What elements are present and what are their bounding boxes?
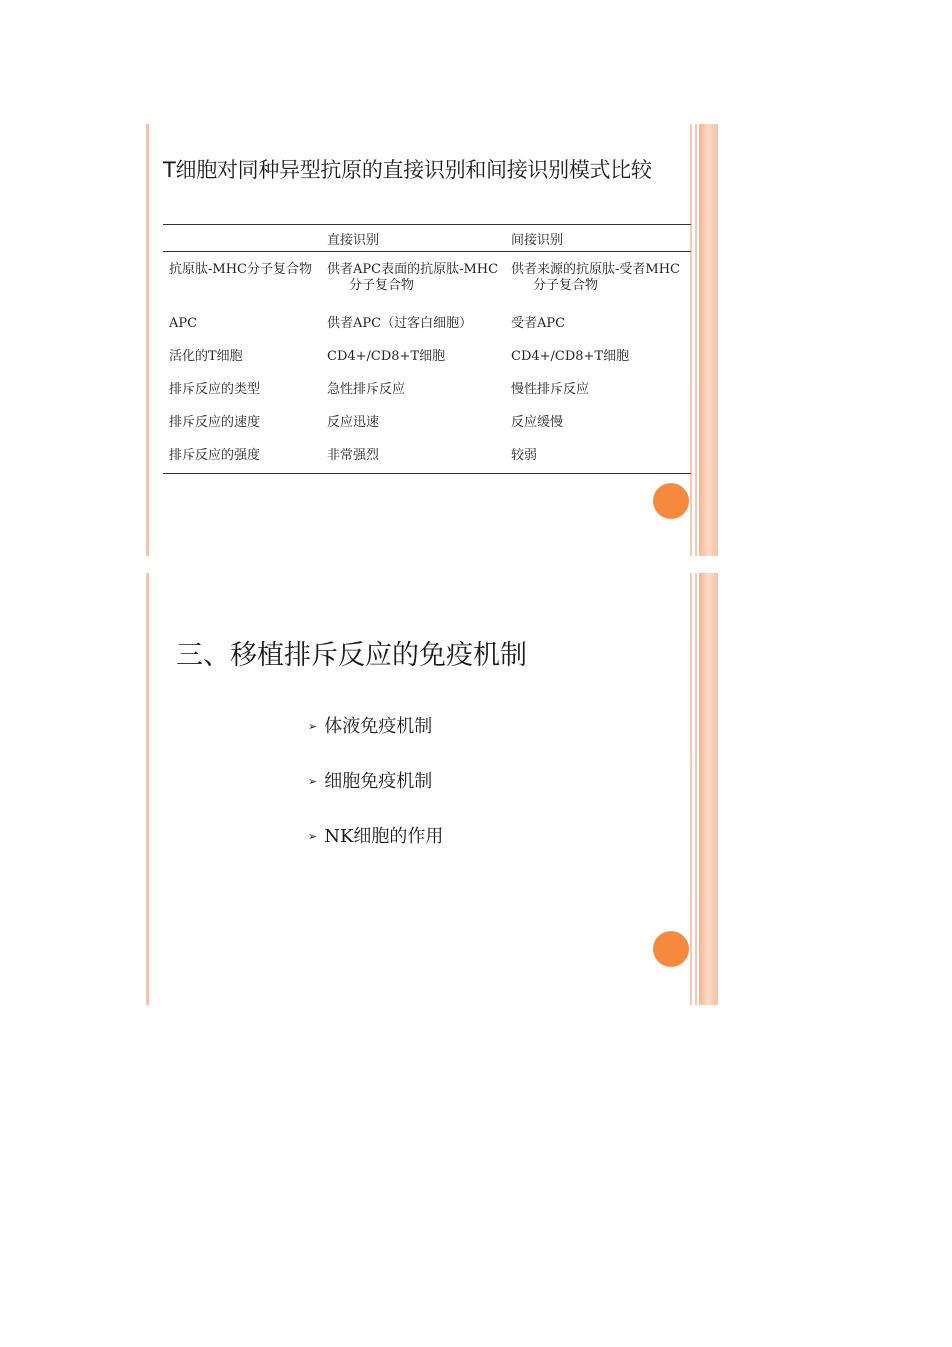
slide-2 (146, 573, 718, 1005)
accent-dot (653, 931, 689, 967)
slide-right-stripe (695, 573, 697, 1005)
table-cell: 反应迅速 (327, 415, 380, 430)
table-cell: 反应缓慢 (511, 415, 564, 430)
slide-2-title: 三、移植排斥反应的免疫机制 (176, 640, 527, 671)
table-cell: 急性排斥反应 (327, 382, 406, 397)
slide-1-title: T细胞对同种异型抗原的直接识别和间接识别模式比较 (163, 158, 652, 182)
table-cell: 排斥反应的强度 (169, 448, 261, 463)
table-header-row (163, 225, 691, 252)
slide-left-rule (146, 573, 149, 1005)
table-cell: CD4+/CD8+T细胞 (327, 349, 446, 364)
slide-right-stripe (699, 124, 718, 556)
table-cell: 排斥反应的速度 (169, 415, 261, 430)
slide-1 (146, 124, 718, 556)
table-cell-text: 抗原肽-MHC分子复合物 (169, 262, 312, 277)
list-item (308, 713, 443, 768)
table-row (163, 407, 691, 440)
bullet-list (308, 713, 443, 878)
table-cell: 慢性排斥反应 (511, 382, 590, 397)
table-cell: CD4+/CD8+T细胞 (511, 349, 630, 364)
slide-right-stripe (699, 573, 718, 1005)
arrow-bullet-icon: ➢ (308, 775, 318, 788)
table-row (163, 308, 691, 341)
table-cell: 受者APC (511, 316, 566, 331)
list-item (308, 823, 443, 878)
list-item (308, 768, 443, 823)
table-row (163, 341, 691, 374)
list-item-text: NK细胞的作用 (324, 826, 444, 847)
table-cell-text: 供者APC表面的抗原肽-MHC分子复合物 (327, 262, 499, 293)
accent-dot (653, 483, 689, 519)
table-cell: 排斥反应的类型 (169, 382, 261, 397)
list-item-text: 细胞免疫机制 (324, 771, 433, 792)
table-cell: APC (169, 316, 198, 331)
arrow-bullet-icon: ➢ (308, 830, 318, 843)
table-cell (321, 252, 505, 309)
table-row (163, 440, 691, 474)
table-row (163, 252, 691, 309)
table-header-cell: 直接识别 (327, 232, 380, 248)
table-cell: 较弱 (511, 448, 538, 463)
arrow-bullet-icon: ➢ (308, 720, 318, 733)
table-cell: 供者APC（过客白细胞） (327, 316, 473, 331)
slide-right-stripe (695, 124, 697, 556)
comparison-table (163, 224, 691, 474)
table-row (163, 374, 691, 407)
slide-right-stripe (690, 573, 692, 1005)
table-cell: 非常强烈 (327, 448, 380, 463)
slide-left-rule (146, 124, 149, 556)
table-header-cell (163, 225, 321, 252)
list-item-text: 体液免疫机制 (324, 716, 433, 737)
table-cell: 活化的T细胞 (169, 349, 243, 364)
table-cell (163, 252, 321, 309)
table-cell-text: 供者来源的抗原肽-受者MHC分子复合物 (511, 262, 680, 293)
table-header-cell: 间接识别 (511, 232, 564, 248)
table-cell (505, 252, 691, 309)
